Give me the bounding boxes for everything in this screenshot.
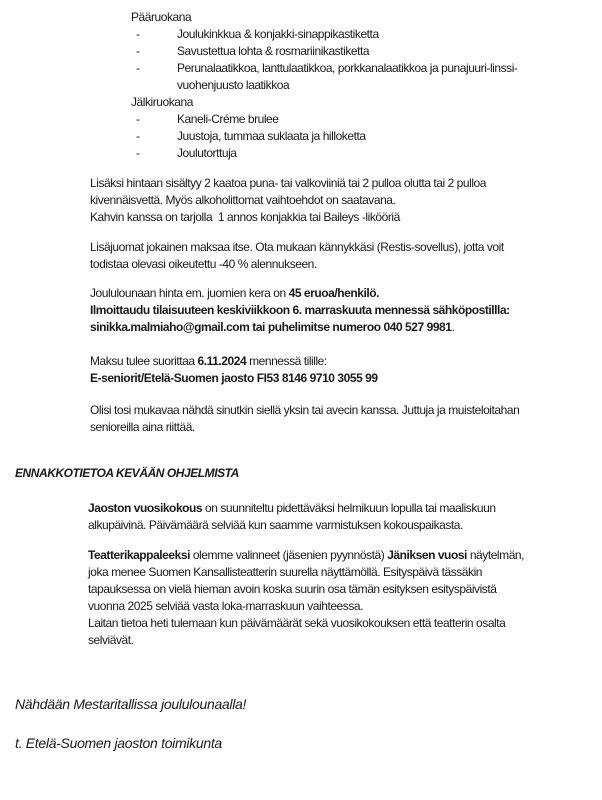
text-run: Joulutorttuja [177,146,237,160]
text-run: selviävät. [88,633,134,647]
block-price-registration [90,285,602,336]
text-run: Jälkiruokana [131,95,193,109]
text-run: mennessä tilille: [246,354,327,368]
text-run: todistaa olevasi oikeutettu -40 % alennukseen. [90,257,317,271]
text-line [131,43,602,60]
text-run: näytelmän, [466,548,525,562]
text-line [88,564,602,581]
bullet-dash: - [136,44,140,58]
text-line [90,419,602,436]
block-drinks [90,175,602,226]
text-line [88,598,602,615]
text-run: Jäniksen vuosi [387,548,467,562]
text-run: Lisäksi hintaan sisältyy 2 kaatoa puna- tai valkoviiniä tai 2 pulloa olutta tai 2 pulloa [90,176,486,190]
text-line [131,9,602,26]
block-payment [90,353,602,387]
bullet-dash: - [136,112,140,126]
text-run: tapauksessa on vielä hieman avoin koska suurin osa tämän esityksen esityspäivistä [88,582,497,596]
text-line [88,632,602,649]
bullet-dash: - [136,146,140,160]
text-run: 6.11.2024 [197,354,247,368]
text-run: . [451,320,455,334]
text-line [90,175,602,192]
document-body [0,9,602,753]
block-spring-heading [15,465,602,482]
text-run: vuonna 2025 selviää vasta loka-marraskuun vaihteessa. [88,599,363,613]
text-line [131,128,602,145]
text-line [88,500,602,517]
text-line [88,517,602,534]
text-run: E-seniorit/Etelä-Suomen jaosto FI53 8146 9710 3055 99 [90,371,378,385]
text-line [131,94,602,111]
bullet-dash: - [136,27,140,41]
text-run: Teatterikappaleeksi [88,548,190,562]
text-line [88,547,602,564]
text-run: Olisi tosi mukavaa nähdä sinutkin siellä yksin tai avecin kanssa. Juttuja ja muisteloitahan [90,403,520,417]
text-run: Jaoston vuosikokous [88,501,203,515]
block-signature [15,734,602,753]
text-run: kivennäisvettä. Myös alkoholittomat vaihtoehdot on saatavana. [90,193,396,207]
text-line [131,60,602,77]
bullet-dash: - [136,129,140,143]
text-run: Savustettua lohta & rosmariinikastiketta [177,44,370,58]
text-line [131,77,602,94]
text-run: Kaneli-Créme brulee [177,112,279,126]
text-line [90,402,602,419]
text-line [88,581,602,598]
text-run: ENNAKKOTIETOA KEVÄÄN OHJELMISTA [15,466,239,480]
text-run: Juustoja, tummaa suklaata ja hilloketta [177,129,366,143]
text-run: Kahvin kanssa on tarjolla 1 annos konjakkia tai Baileys -likööriä [90,210,400,224]
text-line [90,239,602,256]
text-run: Pääruokana [131,10,192,24]
text-line [88,615,602,632]
text-line [15,695,602,714]
text-line [90,285,602,302]
text-line [90,209,602,226]
text-line [131,111,602,128]
text-line [131,26,602,43]
text-run: joka menee Suomen Kansallisteatterin suurella näyttämöllä. Esityspäivä tässäkin [88,565,483,579]
text-run: 45 eruoa/henkilö. [288,286,379,300]
block-extra-drinks [90,239,602,273]
text-run: sinikka.malmiaho@gmail.com tai puhelimitse numeroo 040 527 9981 [90,320,452,334]
text-line [90,370,602,387]
text-line [90,319,602,336]
block-menu [131,9,602,162]
text-line [15,465,602,482]
text-run: Perunalaatikkoa, lanttulaatikkoa, porkkanalaatikkoa ja punajuuri-linssi- [177,61,518,75]
text-run: on suunniteltu pidettäväksi helmikuun lopulla tai maaliskuun [202,501,496,515]
text-run: Joululounaan hinta em. juomien kera on [90,286,289,300]
text-run: Nähdään Mestaritallissa joululounaalla! [15,696,247,712]
text-run: t. Etelä-Suomen jaoston toimikunta [15,735,222,751]
text-run: Lisäjuomat jokainen maksaa itse. Ota mukaan kännykkäsi (Restis-sovellus), jotta voit [90,240,504,254]
block-hope-to-see [90,402,602,436]
block-closing [15,695,602,714]
text-run: Laitan tietoa heti tulemaan kun päivämäärät sekä vuosikokouksen että teatterin osalta [88,616,506,630]
text-run: olemme valinneet (jäsenien pyynnöstä) [189,548,388,562]
block-annual-meeting [88,500,602,534]
bullet-dash: - [136,61,140,75]
text-run: Joulukinkkua & konjakki-sinappikastiketta [177,27,379,41]
text-run: vuohenjuusto laatikkoa [177,78,290,92]
text-line [90,192,602,209]
text-run: senioreilla aina riittää. [90,420,195,434]
text-run: alkupäivinä. Päivämäärä selviää kun saamme varmistuksen kokouspaikasta. [88,518,463,532]
text-line [90,256,602,273]
text-line [131,145,602,162]
block-theatre [88,547,602,649]
text-run: Maksu tulee suorittaa [90,354,198,368]
text-line [90,353,602,370]
text-run: Ilmoittaudu tilaisuuteen keskiviikkoon 6. marraskuuta mennessä sähköpostillla: [90,303,510,317]
text-line [15,734,602,753]
text-line [90,302,602,319]
